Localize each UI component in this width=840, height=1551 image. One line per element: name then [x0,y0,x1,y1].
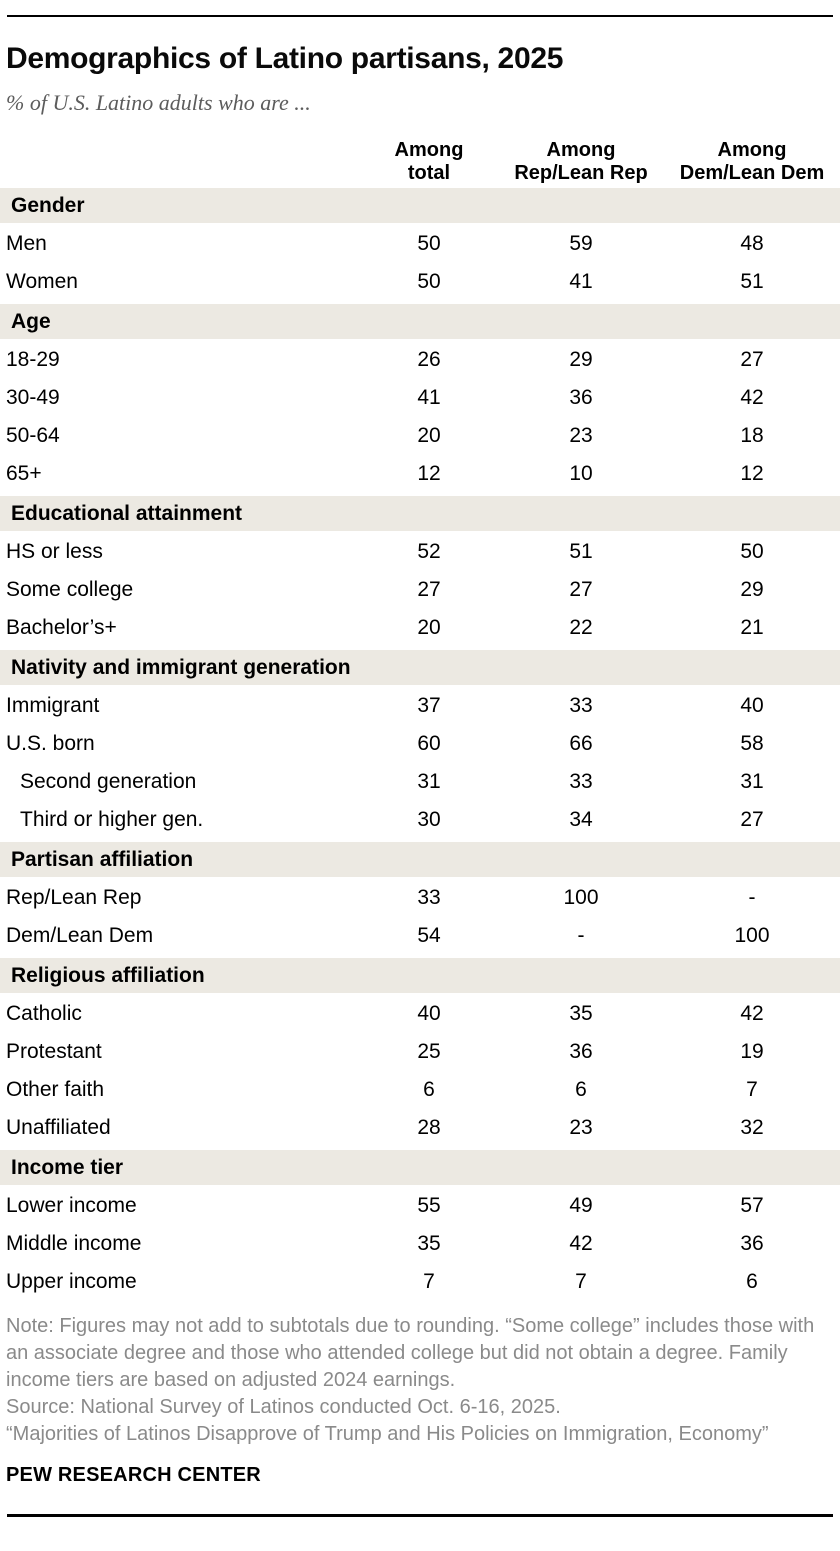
row-value-rep: 29 [569,348,593,371]
row-value-dem: 58 [740,732,764,755]
row-label: 65+ [6,462,42,485]
row-value-total: 40 [417,1002,441,1025]
top-rule [7,15,833,17]
row-value-rep: 41 [569,270,593,293]
row-value-total: 27 [417,578,441,601]
row-value-total: 33 [417,886,441,909]
row-value-dem: 57 [740,1194,764,1217]
table-row [0,1187,840,1225]
row-label: Middle income [6,1232,142,1255]
table-row [0,1071,840,1109]
row-value-total: 30 [417,808,441,831]
page-subtitle: % of U.S. Latino adults who are ... [6,90,311,115]
row-value-total: 20 [417,616,441,639]
row-value-rep: - [577,924,585,947]
row-value-rep: 33 [569,770,593,793]
table-row [0,609,840,647]
row-value-dem: 27 [740,808,764,831]
row-value-dem: 27 [740,348,764,371]
row-value-total: 12 [417,462,441,485]
row-label: Unaffiliated [6,1116,111,1139]
bottom-rule [7,1514,833,1517]
row-value-rep: 6 [575,1078,587,1101]
column-header-dem-line1: Among [717,139,787,161]
row-value-total: 52 [417,540,441,563]
row-value-dem: 6 [746,1270,758,1293]
table-row [0,341,840,379]
brand: PEW RESEARCH CENTER [6,1464,261,1486]
table-row [0,801,840,839]
table-row [0,687,840,725]
table-row [0,725,840,763]
table-row [0,571,840,609]
row-value-rep: 22 [569,616,593,639]
column-header-dem-line2: Dem/Lean Dem [679,162,825,184]
row-value-dem: 48 [740,232,764,255]
row-value-rep: 7 [575,1270,587,1293]
row-value-total: 25 [417,1040,441,1063]
table-row [0,763,840,801]
row-value-dem: 51 [740,270,764,293]
row-value-rep: 35 [569,1002,593,1025]
section-header-religion: Religious affiliation [0,958,840,993]
column-header-row [0,139,840,185]
demographics-table [0,188,840,1301]
row-value-total: 35 [417,1232,441,1255]
row-value-rep: 36 [569,386,593,409]
column-header-rep-line2: Rep/Lean Rep [514,162,648,184]
row-value-total: 50 [417,232,441,255]
table-row [0,1225,840,1263]
section-header-age: Age [0,304,840,339]
row-label: Other faith [6,1078,105,1101]
row-label: Second generation [20,770,197,793]
column-header-rep [498,139,664,185]
row-label: 30-49 [6,386,60,409]
section-header-education: Educational attainment [0,496,840,531]
row-value-rep: 66 [569,732,593,755]
row-value-total: 20 [417,424,441,447]
row-value-total: 41 [417,386,441,409]
section-header-nativity: Nativity and immigrant generation [0,650,840,685]
row-value-dem: 19 [740,1040,764,1063]
row-value-total: 55 [417,1194,441,1217]
row-label: Upper income [6,1270,137,1293]
column-header-total [360,139,498,185]
row-label: 18-29 [6,348,60,371]
row-value-dem: 50 [740,540,764,563]
row-value-rep: 23 [569,1116,593,1139]
row-label: Dem/Lean Dem [6,924,154,947]
row-value-rep: 42 [569,1232,593,1255]
row-value-total: 60 [417,732,441,755]
row-value-total: 31 [417,770,441,793]
table-row [0,995,840,1033]
row-value-rep: 59 [569,232,593,255]
row-value-dem: 7 [746,1078,758,1101]
note-text: Note: Figures may not add to subtotals due to rounding. “Some college” includes those with an associate degree and those who attended college but did not obtain a degree. Family income tiers are based on adjusted 2024 earnings. [6,1315,815,1391]
table-row [0,263,840,301]
row-value-dem: 100 [734,924,770,947]
row-label: 50-64 [6,424,60,447]
row-value-dem: 18 [740,424,764,447]
table-row [0,379,840,417]
row-label: Some college [6,578,134,601]
row-label: Men [6,232,47,255]
row-value-rep: 36 [569,1040,593,1063]
table-row [0,1263,840,1301]
column-header-dem [664,139,840,185]
section-header-income: Income tier [0,1150,840,1185]
row-value-rep: 34 [569,808,593,831]
row-value-dem: 42 [740,1002,764,1025]
row-label: Lower income [6,1194,137,1217]
footnotes [6,1313,832,1448]
row-value-total: 26 [417,348,441,371]
row-value-total: 28 [417,1116,441,1139]
row-label: U.S. born [6,732,95,755]
source-text: Source: National Survey of Latinos conducted Oct. 6-16, 2025. [6,1396,561,1418]
row-value-dem: 40 [740,694,764,717]
table-row [0,917,840,955]
row-value-rep: 23 [569,424,593,447]
row-label: Third or higher gen. [20,808,204,831]
row-value-dem: 29 [740,578,764,601]
row-value-dem: 12 [740,462,764,485]
row-value-rep: 10 [569,462,593,485]
row-value-dem: 21 [740,616,764,639]
table-row [0,533,840,571]
row-value-rep: 49 [569,1194,593,1217]
column-header-rep-line1: Among [546,139,616,161]
row-value-rep: 33 [569,694,593,717]
row-value-dem: 42 [740,386,764,409]
row-value-total: 54 [417,924,441,947]
table-row [0,455,840,493]
row-label: Protestant [6,1040,102,1063]
row-value-dem: - [748,886,756,909]
table-row [0,1109,840,1147]
table-row [0,225,840,263]
row-label: Bachelor’s+ [6,616,117,639]
row-value-dem: 36 [740,1232,764,1255]
column-header-total-line1: Among [394,139,464,161]
table-row [0,879,840,917]
page-title: Demographics of Latino partisans, 2025 [6,42,564,75]
row-value-dem: 32 [740,1116,764,1139]
row-label: Catholic [6,1002,82,1025]
row-label: HS or less [6,540,103,563]
row-value-dem: 31 [740,770,764,793]
row-value-rep: 27 [569,578,593,601]
report-title-text: “Majorities of Latinos Disapprove of Trump and His Policies on Immigration, Economy” [6,1423,769,1445]
row-value-total: 50 [417,270,441,293]
section-header-partisan: Partisan affiliation [0,842,840,877]
row-value-total: 37 [417,694,441,717]
row-value-total: 7 [423,1270,435,1293]
row-label: Immigrant [6,694,100,717]
table-row [0,417,840,455]
section-header-gender: Gender [0,188,840,223]
row-value-rep: 100 [563,886,599,909]
row-label: Rep/Lean Rep [6,886,142,909]
row-value-rep: 51 [569,540,593,563]
row-value-total: 6 [423,1078,435,1101]
table-row [0,1033,840,1071]
column-header-total-line2: total [407,162,451,184]
row-label: Women [6,270,78,293]
